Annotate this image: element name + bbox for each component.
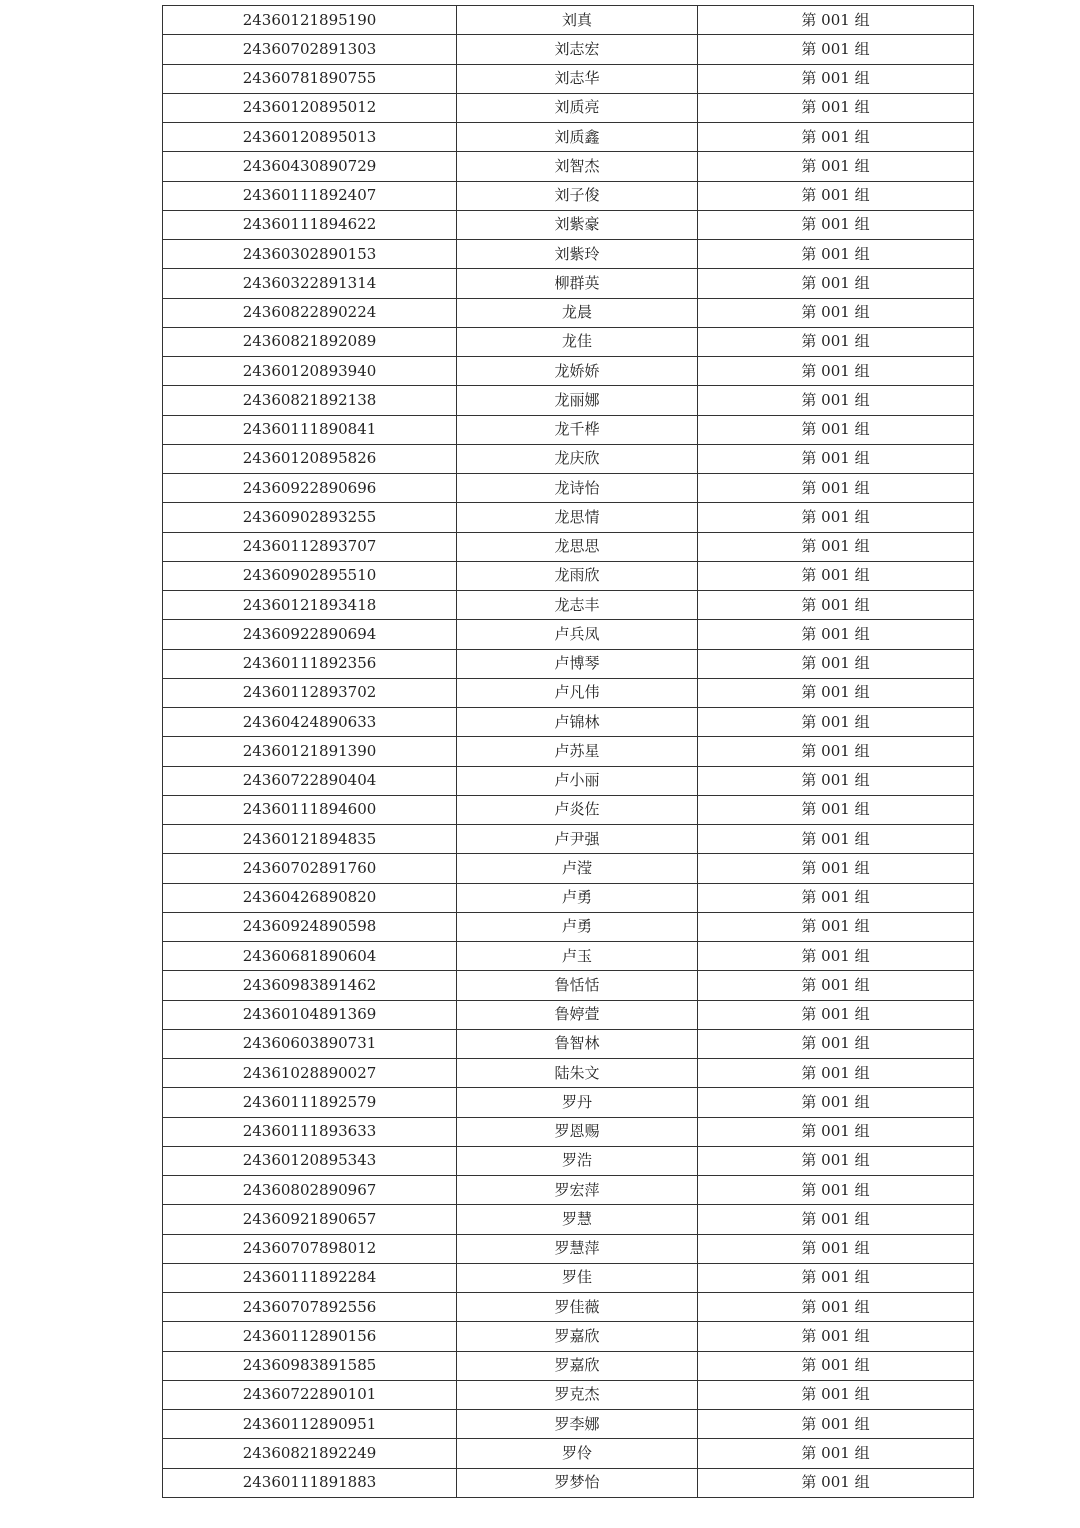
candidate-name-cell: 刘志华: [457, 64, 698, 93]
group-cell: 第 001 组: [698, 708, 974, 737]
group-cell: 第 001 组: [698, 1263, 974, 1292]
candidate-name-cell: 罗嘉欣: [457, 1322, 698, 1351]
exam-number-cell: 24360111894600: [163, 795, 457, 824]
table-row: [163, 269, 974, 298]
exam-number-cell: 24360821892138: [163, 386, 457, 415]
group-cell: 第 001 组: [698, 6, 974, 35]
candidate-name-cell: 龙思情: [457, 503, 698, 532]
table-row: [163, 1380, 974, 1409]
candidate-name-cell: 鲁恬恬: [457, 971, 698, 1000]
table-row: [163, 1146, 974, 1175]
table-row: [163, 883, 974, 912]
group-cell: 第 001 组: [698, 678, 974, 707]
exam-number-cell: 24360104891369: [163, 1000, 457, 1029]
group-cell: 第 001 组: [698, 1176, 974, 1205]
exam-number-cell: 24361028890027: [163, 1059, 457, 1088]
candidate-name-cell: 刘紫玲: [457, 240, 698, 269]
candidate-name-cell: 罗嘉欣: [457, 1351, 698, 1380]
candidate-name-cell: 柳群英: [457, 269, 698, 298]
exam-number-cell: 24360111893633: [163, 1117, 457, 1146]
roster-table-body: [163, 6, 974, 1498]
table-row: [163, 93, 974, 122]
group-cell: 第 001 组: [698, 123, 974, 152]
exam-number-cell: 24360112890951: [163, 1410, 457, 1439]
group-cell: 第 001 组: [698, 1351, 974, 1380]
group-cell: 第 001 组: [698, 503, 974, 532]
candidate-name-cell: 刘智杰: [457, 152, 698, 181]
table-row: [163, 649, 974, 678]
candidate-name-cell: 龙雨欣: [457, 561, 698, 590]
table-row: [163, 825, 974, 854]
table-row: [163, 35, 974, 64]
group-cell: 第 001 组: [698, 1293, 974, 1322]
group-cell: 第 001 组: [698, 1468, 974, 1497]
candidate-name-cell: 刘志宏: [457, 35, 698, 64]
exam-number-cell: 24360702891303: [163, 35, 457, 64]
exam-number-cell: 24360120895013: [163, 123, 457, 152]
exam-number-cell: 24360121894835: [163, 825, 457, 854]
roster-table: [162, 5, 974, 1498]
exam-number-cell: 24360922890694: [163, 620, 457, 649]
exam-number-cell: 24360111892284: [163, 1263, 457, 1292]
exam-number-cell: 24360707892556: [163, 1293, 457, 1322]
exam-number-cell: 24360121893418: [163, 591, 457, 620]
candidate-name-cell: 刘质亮: [457, 93, 698, 122]
exam-number-cell: 24360722890101: [163, 1380, 457, 1409]
group-cell: 第 001 组: [698, 1029, 974, 1058]
exam-number-cell: 24360111892356: [163, 649, 457, 678]
table-row: [163, 1322, 974, 1351]
candidate-name-cell: 卢尹强: [457, 825, 698, 854]
group-cell: 第 001 组: [698, 854, 974, 883]
table-row: [163, 357, 974, 386]
table-row: [163, 1176, 974, 1205]
candidate-name-cell: 龙晨: [457, 298, 698, 327]
group-cell: 第 001 组: [698, 1322, 974, 1351]
group-cell: 第 001 组: [698, 444, 974, 473]
table-row: [163, 1234, 974, 1263]
exam-number-cell: 24360983891462: [163, 971, 457, 1000]
exam-number-cell: 24360702891760: [163, 854, 457, 883]
table-row: [163, 64, 974, 93]
candidate-name-cell: 龙庆欣: [457, 444, 698, 473]
group-cell: 第 001 组: [698, 1000, 974, 1029]
group-cell: 第 001 组: [698, 795, 974, 824]
group-cell: 第 001 组: [698, 210, 974, 239]
exam-number-cell: 24360922890696: [163, 474, 457, 503]
candidate-name-cell: 罗浩: [457, 1146, 698, 1175]
group-cell: 第 001 组: [698, 591, 974, 620]
exam-number-cell: 24360902895510: [163, 561, 457, 590]
group-cell: 第 001 组: [698, 386, 974, 415]
exam-number-cell: 24360430890729: [163, 152, 457, 181]
exam-number-cell: 24360111890841: [163, 415, 457, 444]
exam-number-cell: 24360121895190: [163, 6, 457, 35]
table-row: [163, 444, 974, 473]
table-row: [163, 181, 974, 210]
group-cell: 第 001 组: [698, 240, 974, 269]
group-cell: 第 001 组: [698, 1439, 974, 1468]
group-cell: 第 001 组: [698, 357, 974, 386]
exam-number-cell: 24360707898012: [163, 1234, 457, 1263]
exam-number-cell: 24360802890967: [163, 1176, 457, 1205]
table-row: [163, 620, 974, 649]
candidate-name-cell: 龙佳: [457, 327, 698, 356]
table-row: [163, 415, 974, 444]
exam-number-cell: 24360921890657: [163, 1205, 457, 1234]
exam-number-cell: 24360821892249: [163, 1439, 457, 1468]
table-row: [163, 1351, 974, 1380]
exam-number-cell: 24360821892089: [163, 327, 457, 356]
exam-number-cell: 24360112893707: [163, 532, 457, 561]
group-cell: 第 001 组: [698, 1205, 974, 1234]
exam-number-cell: 24360603890731: [163, 1029, 457, 1058]
table-row: [163, 678, 974, 707]
candidate-name-cell: 罗宏萍: [457, 1176, 698, 1205]
group-cell: 第 001 组: [698, 64, 974, 93]
group-cell: 第 001 组: [698, 825, 974, 854]
table-row: [163, 1059, 974, 1088]
exam-number-cell: 24360681890604: [163, 942, 457, 971]
table-row: [163, 1263, 974, 1292]
group-cell: 第 001 组: [698, 327, 974, 356]
group-cell: 第 001 组: [698, 1410, 974, 1439]
candidate-name-cell: 罗慧: [457, 1205, 698, 1234]
candidate-name-cell: 刘子俊: [457, 181, 698, 210]
group-cell: 第 001 组: [698, 474, 974, 503]
group-cell: 第 001 组: [698, 766, 974, 795]
table-row: [163, 1468, 974, 1497]
table-row: [163, 737, 974, 766]
candidate-name-cell: 刘紫豪: [457, 210, 698, 239]
exam-number-cell: 24360426890820: [163, 883, 457, 912]
exam-number-cell: 24360781890755: [163, 64, 457, 93]
group-cell: 第 001 组: [698, 737, 974, 766]
candidate-name-cell: 刘质鑫: [457, 123, 698, 152]
group-cell: 第 001 组: [698, 1380, 974, 1409]
table-row: [163, 240, 974, 269]
table-row: [163, 912, 974, 941]
group-cell: 第 001 组: [698, 1146, 974, 1175]
group-cell: 第 001 组: [698, 561, 974, 590]
group-cell: 第 001 组: [698, 971, 974, 1000]
candidate-name-cell: 卢凡伟: [457, 678, 698, 707]
table-row: [163, 766, 974, 795]
table-row: [163, 386, 974, 415]
group-cell: 第 001 组: [698, 93, 974, 122]
candidate-name-cell: 卢博琴: [457, 649, 698, 678]
exam-number-cell: 24360120895012: [163, 93, 457, 122]
table-row: [163, 503, 974, 532]
exam-number-cell: 24360902893255: [163, 503, 457, 532]
candidate-name-cell: 卢勇: [457, 912, 698, 941]
table-row: [163, 1000, 974, 1029]
exam-number-cell: 24360111892407: [163, 181, 457, 210]
group-cell: 第 001 组: [698, 269, 974, 298]
candidate-name-cell: 鲁婷萱: [457, 1000, 698, 1029]
group-cell: 第 001 组: [698, 1088, 974, 1117]
candidate-name-cell: 罗佳: [457, 1263, 698, 1292]
candidate-name-cell: 卢苏星: [457, 737, 698, 766]
candidate-name-cell: 卢滢: [457, 854, 698, 883]
group-cell: 第 001 组: [698, 620, 974, 649]
candidate-name-cell: 龙丽娜: [457, 386, 698, 415]
table-row: [163, 474, 974, 503]
exam-number-cell: 24360112893702: [163, 678, 457, 707]
table-row: [163, 532, 974, 561]
table-row: [163, 1088, 974, 1117]
candidate-name-cell: 龙思思: [457, 532, 698, 561]
table-row: [163, 795, 974, 824]
exam-number-cell: 24360111894622: [163, 210, 457, 239]
candidate-name-cell: 龙娇娇: [457, 357, 698, 386]
exam-number-cell: 24360983891585: [163, 1351, 457, 1380]
candidate-name-cell: 卢锦林: [457, 708, 698, 737]
table-row: [163, 1205, 974, 1234]
table-row: [163, 298, 974, 327]
candidate-name-cell: 罗伶: [457, 1439, 698, 1468]
table-row: [163, 708, 974, 737]
exam-number-cell: 24360112890156: [163, 1322, 457, 1351]
table-row: [163, 854, 974, 883]
group-cell: 第 001 组: [698, 415, 974, 444]
candidate-name-cell: 刘真: [457, 6, 698, 35]
exam-number-cell: 24360120895343: [163, 1146, 457, 1175]
table-row: [163, 152, 974, 181]
candidate-name-cell: 龙志丰: [457, 591, 698, 620]
exam-number-cell: 24360121891390: [163, 737, 457, 766]
candidate-name-cell: 罗梦怡: [457, 1468, 698, 1497]
candidate-name-cell: 卢炎佐: [457, 795, 698, 824]
exam-number-cell: 24360111891883: [163, 1468, 457, 1497]
candidate-name-cell: 龙千桦: [457, 415, 698, 444]
table-row: [163, 591, 974, 620]
exam-number-cell: 24360924890598: [163, 912, 457, 941]
table-row: [163, 1029, 974, 1058]
table-row: [163, 1410, 974, 1439]
group-cell: 第 001 组: [698, 1059, 974, 1088]
table-row: [163, 561, 974, 590]
exam-number-cell: 24360822890224: [163, 298, 457, 327]
group-cell: 第 001 组: [698, 152, 974, 181]
candidate-name-cell: 罗李娜: [457, 1410, 698, 1439]
candidate-name-cell: 卢兵凤: [457, 620, 698, 649]
table-row: [163, 6, 974, 35]
group-cell: 第 001 组: [698, 912, 974, 941]
table-row: [163, 123, 974, 152]
group-cell: 第 001 组: [698, 942, 974, 971]
table-row: [163, 1117, 974, 1146]
candidate-name-cell: 罗丹: [457, 1088, 698, 1117]
exam-number-cell: 24360120895826: [163, 444, 457, 473]
exam-number-cell: 24360424890633: [163, 708, 457, 737]
candidate-name-cell: 罗恩赐: [457, 1117, 698, 1146]
exam-number-cell: 24360302890153: [163, 240, 457, 269]
table-row: [163, 210, 974, 239]
candidate-name-cell: 卢玉: [457, 942, 698, 971]
candidate-name-cell: 龙诗怡: [457, 474, 698, 503]
group-cell: 第 001 组: [698, 649, 974, 678]
candidate-name-cell: 卢小丽: [457, 766, 698, 795]
group-cell: 第 001 组: [698, 181, 974, 210]
group-cell: 第 001 组: [698, 532, 974, 561]
exam-number-cell: 24360120893940: [163, 357, 457, 386]
table-row: [163, 971, 974, 1000]
group-cell: 第 001 组: [698, 883, 974, 912]
candidate-name-cell: 鲁智林: [457, 1029, 698, 1058]
group-cell: 第 001 组: [698, 35, 974, 64]
exam-number-cell: 24360722890404: [163, 766, 457, 795]
group-cell: 第 001 组: [698, 1117, 974, 1146]
table-row: [163, 327, 974, 356]
candidate-name-cell: 罗佳薇: [457, 1293, 698, 1322]
table-row: [163, 1293, 974, 1322]
candidate-name-cell: 陆朱文: [457, 1059, 698, 1088]
table-row: [163, 1439, 974, 1468]
candidate-name-cell: 卢勇: [457, 883, 698, 912]
candidate-name-cell: 罗慧萍: [457, 1234, 698, 1263]
exam-number-cell: 24360111892579: [163, 1088, 457, 1117]
exam-number-cell: 24360322891314: [163, 269, 457, 298]
candidate-name-cell: 罗克杰: [457, 1380, 698, 1409]
group-cell: 第 001 组: [698, 1234, 974, 1263]
table-row: [163, 942, 974, 971]
group-cell: 第 001 组: [698, 298, 974, 327]
